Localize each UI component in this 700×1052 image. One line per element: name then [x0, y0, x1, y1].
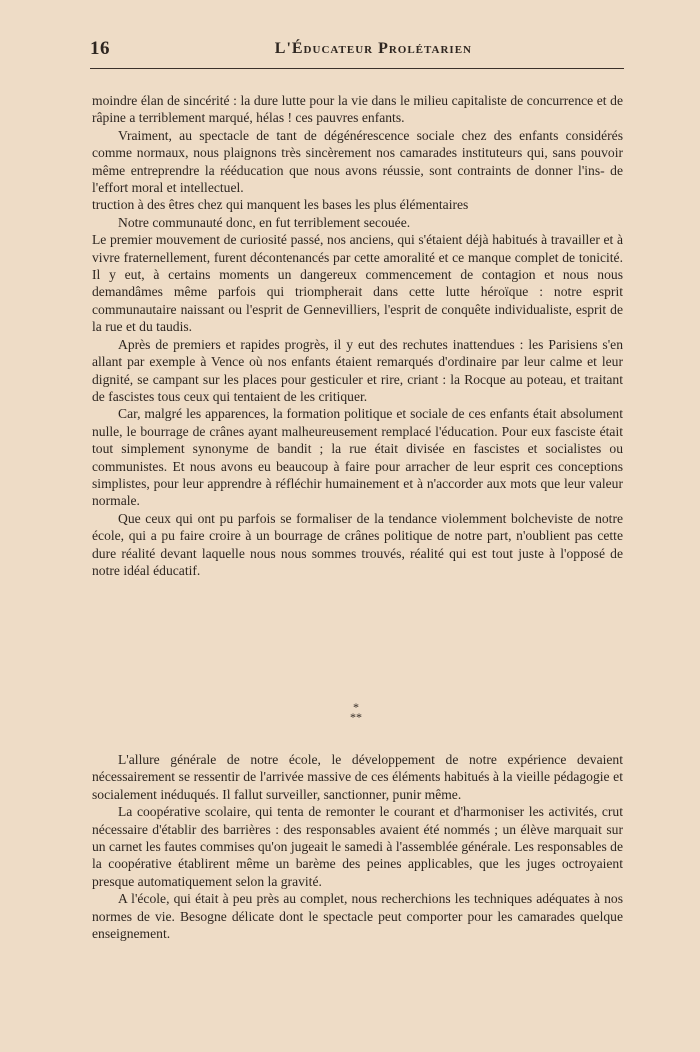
paragraph: Notre communauté donc, en fut terriblement secouée.: [118, 214, 411, 230]
paragraph: truction à des êtres chez qui manquent les bases les plus élémentaires: [92, 197, 469, 213]
page-header: [90, 38, 624, 69]
separator-asterisk-top: *: [353, 700, 359, 714]
running-title: L'Éducateur Prolétarien: [274, 40, 472, 57]
paragraph: Car, malgré les apparences, la formation politique et sociale de ces enfants était absolument nulle, le bourrage de crânes ayant malheureusement remplacé l'éducation. Pour eux fasciste était tout simplement synonyme de bandit ; la rue était divisée en fascistes et socialistes ou communistes. Et nous avons eu beaucoup à faire pour arracher de leur esprit ces conceptions simplistes, pour leur apprendre à réfléchir humainement et à n'accorder aux mots que leur valeur normale.: [92, 406, 623, 509]
paragraph: Après de premiers et rapides progrès, il y eut des rechutes inattendues : les Parisiens s'en allant par exemple à Vence où nos enfants étaient remarqués d'ordinaire par leur calme et leur dignité, se campant sur les places pour gesticuler et rire, criant : la Rocque au poteau, et traitant de fascistes tous ceux qui tentaient de les critiquer.: [92, 336, 623, 404]
paragraph: La coopérative scolaire, qui tenta de remonter le courant et d'harmoniser les activités, crut nécessaire d'établir des barrières : des responsables avaient été nommés ; un élève marquait sur un carnet les fautes commises qu'on jugeait le samedi à l'assemblée générale. Les responsables de la coopérative établirent même un barème des peines applicables, que les juges octroyaient presque automatiquement selon la gravité.: [92, 804, 623, 889]
paragraph: moindre élan de sincérité : la dure lutte pour la vie dans le milieu capitaliste de concurrence et de râpine a terriblement marqué, hélas ! ces pauvres enfants.: [92, 93, 623, 126]
section-separator: [0, 702, 700, 722]
paragraph: Que ceux qui ont pu parfois se formaliser de la tendance violemment bolcheviste de notre école, qui a pu faire croire à un bourrage de crânes politique de notre part, n'oublient pas cette dure réalité devant laquelle nous nous sommes trouvés, réalité qui est tout juste à l'opposé de notre idéal éducatif.: [92, 510, 623, 578]
text-block-upper: [92, 92, 623, 579]
page-number: 16: [90, 38, 110, 59]
paragraph: A l'école, qui était à peu près au complet, nous recherchions les techniques adéquates à nos normes de vie. Besogne délicate dont le spectacle peut comporter pour les camarades quelque enseignement.: [92, 891, 623, 942]
paragraph: Vraiment, au spectacle de tant de dégénérescence sociale chez des enfants considérés comme normaux, nous plaignons très sincèrement nos camarades instituteurs qui, sans pouvoir même entreprendre la rééducation que nous avons réussie, sont contraints de donner l'ins- de l'effort moral et intellectuel.: [92, 127, 623, 196]
paragraph: Le premier mouvement de curiosité passé, nos anciens, qui s'étaient déjà habitués à travailler et à vivre fraternellement, furent décontenancés par cette amoralité et ce manque complet de tonicité. Il y eut, à certains moments un dangereux commencement de contagion et nous nous demandâmes même parfois qui triompherait dans cette lutte héroïque : notre esprit communautaire naissant ou l'esprit de Gennevilliers, l'esprit de conquête individualiste, esprit de la rue et du taudis.: [92, 232, 623, 335]
separator-asterisk-bottom: **: [350, 710, 362, 724]
text-block-lower: [92, 751, 623, 942]
paragraph: L'allure générale de notre école, le développement de notre expérience devaient nécessairement se ressentir de l'arrivée massive de ces éléments habitués à la vieille pédagogie et socialement inéduqués. Il fallut surveiller, sanctionner, punir même.: [92, 752, 623, 802]
